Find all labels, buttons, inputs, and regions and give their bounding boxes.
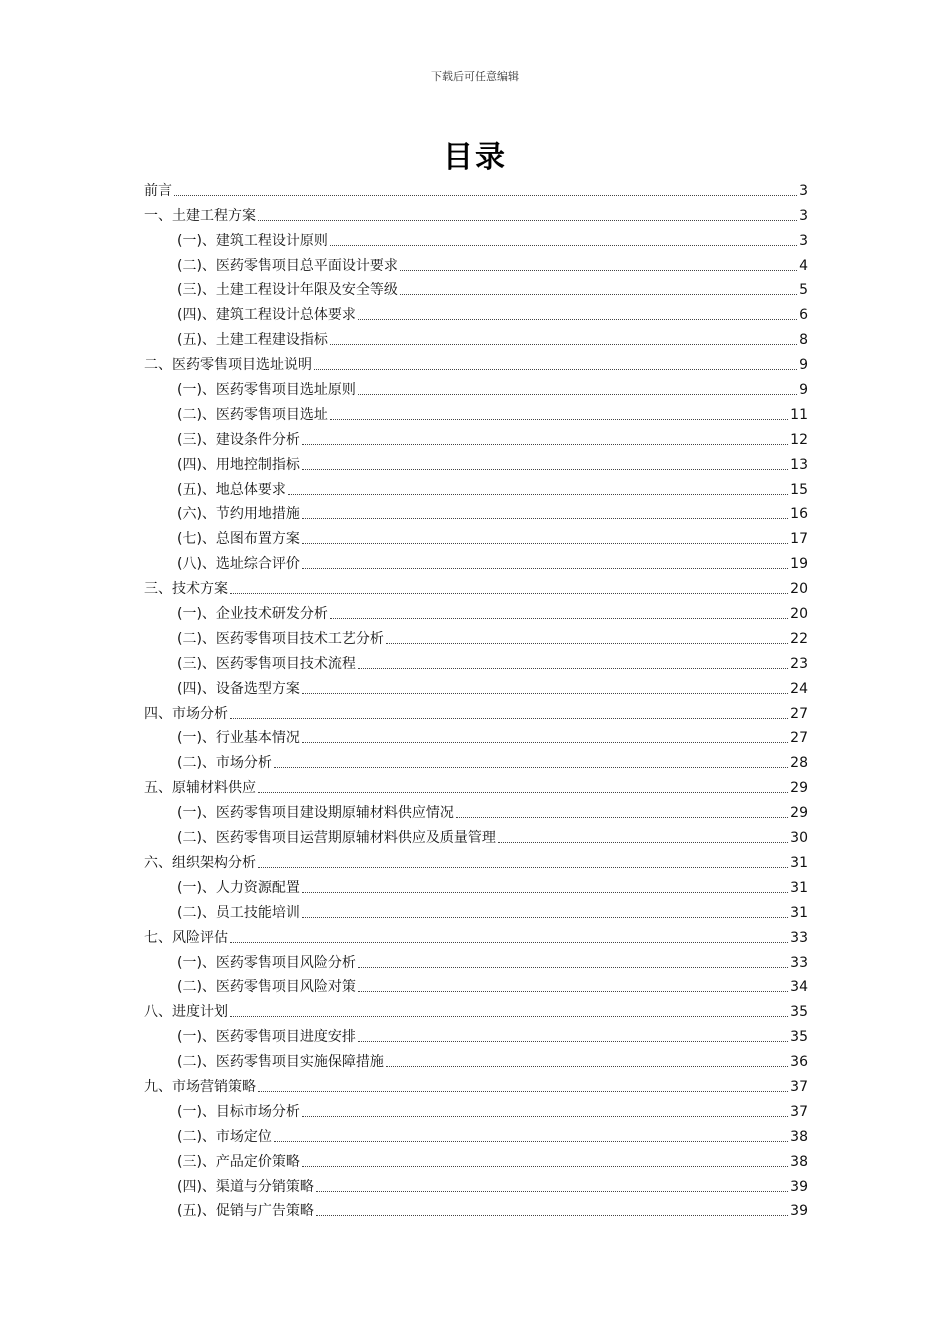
toc-entry-label: 前言 xyxy=(144,182,172,199)
toc-entry-page-number: 29 xyxy=(790,805,808,822)
toc-subentry[interactable] xyxy=(144,1021,808,1046)
toc-entry[interactable] xyxy=(144,996,808,1021)
toc-subentry[interactable] xyxy=(144,648,808,673)
toc-subentry[interactable] xyxy=(144,822,808,847)
toc-subentry[interactable] xyxy=(144,374,808,399)
toc-entry-label: 六、组织架构分析 xyxy=(144,854,256,871)
toc-entry-page-number: 4 xyxy=(799,257,808,274)
toc-entry-page-number: 38 xyxy=(790,1128,808,1145)
dot-leader xyxy=(258,867,788,868)
toc-entry-label: (一)、医药零售项目风险分析 xyxy=(177,954,356,971)
toc-entry-label: (八)、选址综合评价 xyxy=(177,556,300,573)
dot-leader xyxy=(386,643,788,644)
dot-leader xyxy=(302,917,788,918)
dot-leader xyxy=(400,270,797,271)
toc-entry-label: (二)、医药零售项目总平面设计要求 xyxy=(177,257,398,274)
dot-leader xyxy=(230,1016,788,1017)
toc-title: 目录 xyxy=(443,140,507,175)
dot-leader xyxy=(302,1116,788,1117)
toc-entry-label: 二、医药零售项目选址说明 xyxy=(144,357,312,374)
dot-leader xyxy=(358,319,797,320)
toc-entry-label: (一)、行业基本情况 xyxy=(177,730,300,747)
toc-subentry[interactable] xyxy=(144,548,808,573)
dot-leader xyxy=(274,1141,788,1142)
dot-leader xyxy=(302,568,788,569)
toc-entry-label: 五、原辅材料供应 xyxy=(144,780,256,797)
dot-leader xyxy=(230,718,788,719)
toc-entry-label: (七)、总图布置方案 xyxy=(177,531,300,548)
table-of-contents xyxy=(144,175,808,1220)
toc-entry-label: (四)、用地控制指标 xyxy=(177,456,300,473)
dot-leader xyxy=(316,1215,788,1216)
toc-entry-page-number: 17 xyxy=(790,531,808,548)
toc-entry-label: (一)、建筑工程设计原则 xyxy=(177,232,328,249)
toc-entry-page-number: 33 xyxy=(790,929,808,946)
toc-entry-page-number: 16 xyxy=(790,506,808,523)
toc-entry-page-number: 27 xyxy=(790,705,808,722)
toc-entry-page-number: 30 xyxy=(790,830,808,847)
toc-entry-page-number: 36 xyxy=(790,1054,808,1071)
dot-leader xyxy=(258,220,797,221)
toc-entry-label: 三、技术方案 xyxy=(144,581,228,598)
dot-leader xyxy=(302,518,788,519)
toc-entry-page-number: 20 xyxy=(790,581,808,598)
toc-entry-label: 七、风险评估 xyxy=(144,929,228,946)
dot-leader xyxy=(288,494,788,495)
dot-leader xyxy=(258,1091,788,1092)
dot-leader xyxy=(302,892,788,893)
toc-entry-label: (二)、市场定位 xyxy=(177,1128,272,1145)
toc-entry-page-number: 34 xyxy=(790,979,808,996)
toc-entry-page-number: 39 xyxy=(790,1178,808,1195)
toc-entry-label: (二)、员工技能培训 xyxy=(177,904,300,921)
toc-entry[interactable] xyxy=(144,573,808,598)
toc-entry-page-number: 31 xyxy=(790,904,808,921)
toc-subentry[interactable] xyxy=(144,1121,808,1146)
toc-subentry[interactable] xyxy=(144,598,808,623)
toc-entry-label: (二)、医药零售项目风险对策 xyxy=(177,979,356,996)
toc-entry-label: (二)、医药零售项目选址 xyxy=(177,406,328,423)
toc-entry[interactable] xyxy=(144,847,808,872)
toc-entry-page-number: 35 xyxy=(790,1029,808,1046)
dot-leader xyxy=(316,1191,788,1192)
toc-subentry[interactable] xyxy=(144,499,808,524)
toc-entry-page-number: 23 xyxy=(790,655,808,672)
toc-entry-label: (四)、渠道与分销策略 xyxy=(177,1178,314,1195)
toc-entry-page-number: 37 xyxy=(790,1103,808,1120)
toc-entry-label: (三)、建设条件分析 xyxy=(177,431,300,448)
toc-entry-label: (五)、促销与广告策略 xyxy=(177,1203,314,1220)
toc-entry-label: (一)、医药零售项目进度安排 xyxy=(177,1029,356,1046)
toc-entry[interactable] xyxy=(144,772,808,797)
dot-leader xyxy=(358,668,788,669)
toc-subentry[interactable] xyxy=(144,1096,808,1121)
toc-entry[interactable] xyxy=(144,200,808,225)
toc-entry-label: (三)、医药零售项目技术流程 xyxy=(177,655,356,672)
toc-entry-page-number: 19 xyxy=(790,556,808,573)
dot-leader xyxy=(358,967,788,968)
toc-entry-page-number: 37 xyxy=(790,1078,808,1095)
toc-entry-page-number: 3 xyxy=(799,207,808,224)
toc-entry-label: (五)、地总体要求 xyxy=(177,481,286,498)
toc-entry[interactable] xyxy=(144,698,808,723)
dot-leader xyxy=(302,444,788,445)
toc-entry-label: (二)、医药零售项目运营期原辅材料供应及质量管理 xyxy=(177,830,496,847)
toc-entry-page-number: 6 xyxy=(799,307,808,324)
dot-leader xyxy=(330,419,788,420)
toc-subentry[interactable] xyxy=(144,399,808,424)
toc-subentry[interactable] xyxy=(144,972,808,997)
toc-entry-page-number: 35 xyxy=(790,1004,808,1021)
toc-entry-label: (二)、医药零售项目技术工艺分析 xyxy=(177,630,384,647)
dot-leader xyxy=(230,593,788,594)
toc-subentry[interactable] xyxy=(144,250,808,275)
toc-entry-page-number: 3 xyxy=(799,182,808,199)
toc-entry-page-number: 31 xyxy=(790,854,808,871)
dot-leader xyxy=(174,195,797,196)
toc-subentry[interactable] xyxy=(144,324,808,349)
toc-entry-label: 九、市场营销策略 xyxy=(144,1078,256,1095)
dot-leader xyxy=(274,767,788,768)
dot-leader xyxy=(358,991,788,992)
toc-entry-page-number: 29 xyxy=(790,780,808,797)
toc-entry[interactable] xyxy=(144,349,808,374)
toc-subentry[interactable] xyxy=(144,424,808,449)
toc-subentry[interactable] xyxy=(144,449,808,474)
toc-entry-label: (四)、设备选型方案 xyxy=(177,680,300,697)
toc-subentry[interactable] xyxy=(144,897,808,922)
toc-entry-page-number: 33 xyxy=(790,954,808,971)
toc-entry-label: (一)、目标市场分析 xyxy=(177,1103,300,1120)
toc-subentry[interactable] xyxy=(144,1146,808,1171)
toc-subentry[interactable] xyxy=(144,797,808,822)
toc-entry-label: 四、市场分析 xyxy=(144,705,228,722)
toc-entry-label: (二)、医药零售项目实施保障措施 xyxy=(177,1054,384,1071)
toc-entry-page-number: 31 xyxy=(790,879,808,896)
toc-subentry[interactable] xyxy=(144,225,808,250)
page-header-text: 下载后可任意编辑 xyxy=(431,70,519,83)
toc-entry-label: (三)、产品定价策略 xyxy=(177,1153,300,1170)
toc-entry-page-number: 5 xyxy=(799,282,808,299)
toc-subentry[interactable] xyxy=(144,299,808,324)
toc-entry-label: (三)、土建工程设计年限及安全等级 xyxy=(177,282,398,299)
dot-leader xyxy=(330,245,797,246)
toc-entry-page-number: 15 xyxy=(790,481,808,498)
toc-entry-label: (一)、医药零售项目选址原则 xyxy=(177,382,356,399)
dot-leader xyxy=(330,344,797,345)
toc-entry-page-number: 12 xyxy=(790,431,808,448)
dot-leader xyxy=(330,618,788,619)
dot-leader xyxy=(302,1166,788,1167)
toc-entry-label: (六)、节约用地措施 xyxy=(177,506,300,523)
toc-subentry[interactable] xyxy=(144,872,808,897)
dot-leader xyxy=(230,942,788,943)
dot-leader xyxy=(358,1041,788,1042)
dot-leader xyxy=(400,294,797,295)
toc-entry-page-number: 22 xyxy=(790,630,808,647)
toc-subentry[interactable] xyxy=(144,947,808,972)
toc-entry-page-number: 11 xyxy=(790,406,808,423)
toc-subentry[interactable] xyxy=(144,1196,808,1221)
toc-entry-page-number: 9 xyxy=(799,382,808,399)
dot-leader xyxy=(258,792,788,793)
toc-entry-label: 一、土建工程方案 xyxy=(144,207,256,224)
dot-leader xyxy=(302,742,788,743)
dot-leader xyxy=(358,394,797,395)
toc-subentry[interactable] xyxy=(144,747,808,772)
toc-entry-page-number: 9 xyxy=(799,357,808,374)
dot-leader xyxy=(302,693,788,694)
dot-leader xyxy=(456,817,788,818)
toc-entry-page-number: 13 xyxy=(790,456,808,473)
toc-entry[interactable] xyxy=(144,1071,808,1096)
toc-entry-label: (一)、人力资源配置 xyxy=(177,879,300,896)
toc-entry-page-number: 28 xyxy=(790,755,808,772)
dot-leader xyxy=(386,1066,788,1067)
toc-entry-label: (一)、医药零售项目建设期原辅材料供应情况 xyxy=(177,805,454,822)
toc-entry-page-number: 39 xyxy=(790,1203,808,1220)
dot-leader xyxy=(302,469,788,470)
toc-entry[interactable] xyxy=(144,922,808,947)
toc-subentry[interactable] xyxy=(144,1171,808,1196)
toc-entry-label: (一)、企业技术研发分析 xyxy=(177,606,328,623)
toc-entry-label: (四)、建筑工程设计总体要求 xyxy=(177,307,356,324)
toc-subentry[interactable] xyxy=(144,275,808,300)
toc-subentry[interactable] xyxy=(144,673,808,698)
toc-entry-page-number: 20 xyxy=(790,606,808,623)
dot-leader xyxy=(498,842,788,843)
toc-entry-page-number: 8 xyxy=(799,332,808,349)
toc-subentry[interactable] xyxy=(144,523,808,548)
toc-subentry[interactable] xyxy=(144,474,808,499)
toc-entry-label: 八、进度计划 xyxy=(144,1004,228,1021)
toc-entry-page-number: 24 xyxy=(790,680,808,697)
toc-entry-label: (二)、市场分析 xyxy=(177,755,272,772)
toc-subentry[interactable] xyxy=(144,1046,808,1071)
toc-entry-label: (五)、土建工程建设指标 xyxy=(177,332,328,349)
toc-subentry[interactable] xyxy=(144,723,808,748)
dot-leader xyxy=(314,369,797,370)
toc-subentry[interactable] xyxy=(144,623,808,648)
toc-entry-page-number: 38 xyxy=(790,1153,808,1170)
toc-entry-page-number: 27 xyxy=(790,730,808,747)
toc-entry-page-number: 3 xyxy=(799,232,808,249)
dot-leader xyxy=(302,543,788,544)
toc-entry[interactable] xyxy=(144,175,808,200)
